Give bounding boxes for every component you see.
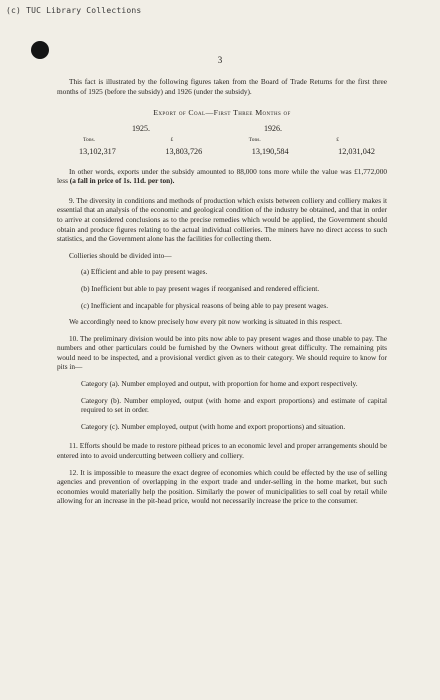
table-years <box>57 124 387 134</box>
paragraph-9: 9. The diversity in conditions and methods of production which exists between colliery and colliery makes it essential that an analysis of the economic and geological condition of the industry be obtained, and that in order to arrive at considered conclusions as to the precise remedies which would be applied, the Government should obtain and produce figures relating to the actual individual collieries. The miners have no direct access to such statistics, and the Government alone has the facilities for collecting them. <box>57 195 387 244</box>
know-paragraph: We accordingly need to know precisely how every pit now working is situated in this respect. <box>69 317 342 327</box>
document-body <box>57 77 387 506</box>
table-title: Export of Coal—First Three Months of <box>153 108 291 118</box>
watermark: (c) TUC Library Collections <box>6 6 142 15</box>
intro-paragraph: This fact is illustrated by the following figures taken from the Board of Trade Returns for the first three months of 1925 (before the subsidy) and 1926 (under the subsidy). <box>57 77 387 96</box>
summary-paragraph <box>57 167 387 186</box>
unit-tons-1925: Tons. <box>83 137 95 144</box>
table-values <box>57 147 387 157</box>
value-tons-1925: 13,102,317 <box>79 146 116 156</box>
unit-tons-1926: Tons. <box>248 137 261 144</box>
value-pounds-1926: 12,031,042 <box>338 146 375 156</box>
paragraph-11: 11. Efforts should be made to restore pithead prices to an economic level and proper arrangements should be entered into to avoid undercutting between colliery and colliery. <box>57 441 387 461</box>
page-number: 3 <box>217 55 223 65</box>
divided-intro: Collieries should be divided into— <box>69 250 172 260</box>
paragraph-12: 12. It is impossible to measure the exact degree of economies which could be effected by the use of selling agencies and prevention of overlapping in the export trade and under-selling in the home market, but such economies would materially help the position. Similarly the power of municipalities to sell coal by retail while allowing for an increase in the pit-head price, would not necessarily increase the price to the consumer. <box>57 467 387 506</box>
year-1925: 1925. <box>132 123 150 133</box>
category-a: Category (a). Number employed and output, with proportion for home and export respectively. <box>81 379 358 389</box>
category-b: Category (b). Number employed, output (with home and export proportions) and estimate of capital required to set in order. <box>81 395 387 415</box>
summary-text: In other words, exports under the subsidy amounted to 88,000 tons more while the value was £1,772,000 less <box>57 166 387 186</box>
year-1926: 1926. <box>264 123 282 133</box>
unit-pounds-1926: £ <box>336 137 339 144</box>
category-c: Category (c). Number employed, output (with home and export proportions) and situation. <box>81 421 346 431</box>
unit-pounds-1925: £ <box>170 137 174 144</box>
item-c: (c) Inefficient and incapable for physical reasons of being able to pay present wages. <box>81 300 329 310</box>
item-a: (a) Efficient and able to pay present wages. <box>81 267 208 277</box>
value-tons-1926: 13,190,584 <box>251 146 289 156</box>
value-pounds-1925: 13,803,726 <box>165 146 203 156</box>
item-b: (b) Inefficient but able to pay present wages if reorganised and rendered efficient. <box>81 283 320 293</box>
summary-bold: (a fall in price of 1s. 11d. per ton). <box>69 176 175 186</box>
paragraph-10: 10. The preliminary division would be into pits now able to pay present wages and those unable to pay. The numbers and other particulars could be furnished by the Owners without great difficulty. The remaining pits would need to be inspected, and a provisional verdict given as to their category. We should require to know for pits in— <box>57 333 387 372</box>
table-units <box>57 136 387 146</box>
